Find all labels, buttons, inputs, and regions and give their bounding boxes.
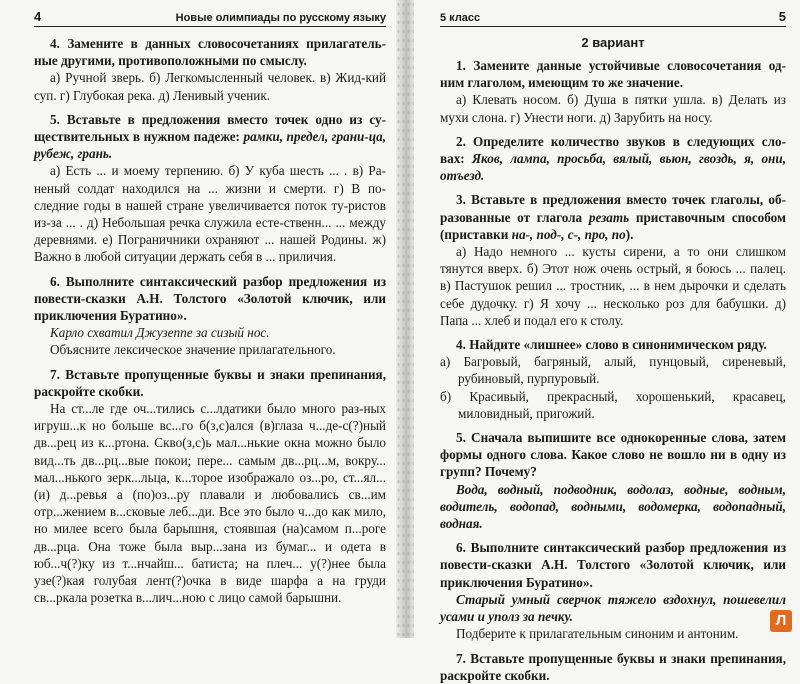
right-task2-heading (440, 133, 786, 185)
right-task3-heading-b: приставочным способом (приставки (440, 209, 787, 242)
right-task4-item-b: б) Красивый, прекрасный, хорошенький, красавец, миловидный, пригожий. (440, 388, 786, 421)
right-task6-question: Подберите к прилагательным синоним и антоним. (456, 626, 739, 642)
right-task3-heading-a: 3. Вставьте в предложения вместо точек глаголы, об-разованные от глагола (440, 192, 786, 225)
left-running-head (34, 6, 386, 27)
right-task5-heading: 5. Сначала выпишите все однокоренные слова, затем формы одного слова. Какое слово не вошло ни в одну из групп? Почему? (440, 430, 786, 480)
left-task4-heading: 4. Замените в данных словосочетаниях прилагатель-ные другими, противоположными по смыслу. (34, 36, 386, 69)
left-task7-heading: 7. Вставьте пропущенные буквы и знаки препинания, раскройте скобки. (34, 366, 386, 399)
right-task4-heading: 4. Найдите «лишнее» слово в синонимическом ряду. (456, 337, 767, 353)
right-task3-prefixes: на-, под-, с-, про, по (511, 226, 626, 242)
left-task5-words: рамки, предел, грани-ца, рубеж, грань. (34, 129, 386, 162)
right-task3-verb: резать (588, 209, 630, 225)
right-task3-heading (440, 191, 786, 243)
right-task7-heading: 7. Вставьте пропущенные буквы и знаки препинания, раскройте скобки. (440, 650, 786, 683)
right-task3-text: а) Надо немного ... кусты сирени, а то они слишком тянутся вверх. б) Этот нож очень острый, я боюсь ... палец. в) Пастушок решил ... тростник, ... в нем дырочки и сделать себе дудочку. г) Я хочу ... несколько роз для бабушки. д) Папа ... хлеб и подал его к столу. (440, 244, 786, 328)
left-task5-text: а) Есть ... и моему терпению. б) У куба шесть ... . в) Ра-неный солдат находился на ... жизни и смерти. г) В по-следние годы в нашей стране увеличивается поток ту-ристов из-за ... . д) Небольшая речка служила есте-ственн... ... между деревнями. е) Пограничники охраняют ... нашей Родины. ж) Важно в любой ситуации держать себя в ... приличия. (34, 163, 386, 265)
left-task6-heading: 6. Выполните синтаксический разбор предложения из повести-сказки А.Н. Толстого «Золотой ключик, или приключения Буратино». (34, 273, 386, 324)
left-task6-question: Объясните лексическое значение прилагательного. (50, 342, 336, 358)
right-task2-words: Яков, лампа, просьба, вялый, вьюн, гвоздь, я, они, отъезд. (440, 151, 787, 184)
left-task7-text: На ст...ле где оч...тились с...лдатики было много раз-ных игруш...к но больше вс...го б(з,с)ался (в)глаза ч...де-с(?)ный дв...рец из к...ртона. Скво(з,с)ь мал...нькие окна можно было вид...ть дв...рц...вые покои; пере... самым дв...рц...м, вокру... мал...нького зерк...льца, к...торое изображало оз...ро, ст...ял...(и) д...ревья а (по)оз...ру плавали и любовались св...им отр...жением в...сковые леб...ди. Все это было ч...до как мило, но милее всего была барышня, стоявшая (на)самом п...роге дв...рца. Она тоже была выр...зана из бумаг... и одета в юб...ч(?)ку из т...нчайш... батиста; на плеч... у(?)нее была узе(?)кая голубая лент(?)очка в виде шарфа а на груди св...ркала розетка в...лич...ною с лицо самой барышни. (34, 401, 386, 606)
variant-title: 2 вариант (581, 35, 645, 50)
left-task5-heading (34, 111, 386, 163)
right-page-number: 5 (778, 9, 786, 24)
left-task6-sentence: Карло схватил Джузеппе за сизый нос. (50, 325, 270, 341)
left-task4-items: а) Ручной зверь. б) Легкомысленный человек. в) Жид-кий суп. г) Глубокая река. д) Ленивый ученик. (34, 70, 386, 103)
right-task1-heading: 1. Замените данные устойчивые словосочетания од-ним глаголом, имеющим то же значение. (440, 58, 786, 91)
right-running-title: 5 класс (440, 12, 481, 24)
right-task1-items: а) Клевать носом. б) Душа в пятки ушла. в) Делать из мухи слона. г) Унести ноги. д) Зарубить на носу. (440, 92, 786, 125)
right-task2-heading-text: 2. Определите количество звуков в следующих сло-вах: (440, 133, 786, 167)
right-running-head (440, 6, 786, 27)
right-task6-sentence: Старый умный сверчок тяжело вздохнул, пошевелил усами и уполз за печку. (440, 591, 786, 625)
publisher-logo-icon: Л (770, 610, 792, 632)
right-page (412, 0, 800, 683)
left-page (0, 0, 400, 638)
left-running-title: Новые олимпиады по русскому языку (175, 12, 386, 24)
right-task3-heading-c: ). (625, 226, 634, 242)
right-task5-words: Вода, водный, подводник, водолаз, водные, водным, водитель, водопад, водными, водомерка, водопадный, водная. (440, 481, 786, 532)
left-page-number: 4 (34, 9, 42, 24)
right-task4-item-a: а) Багровый, багряный, алый, пунцовый, сиреневый, рубиновый, пурпуровый. (440, 354, 786, 387)
right-task6-heading: 6. Выполните синтаксический разбор предложения из повести-сказки А.Н. Толстого «Золотой ключик, или приключения Буратино». (440, 540, 786, 590)
left-task5-heading-text: 5. Вставьте в предложения вместо точек одно из су-ществительных в нужном падеже: (34, 111, 386, 145)
